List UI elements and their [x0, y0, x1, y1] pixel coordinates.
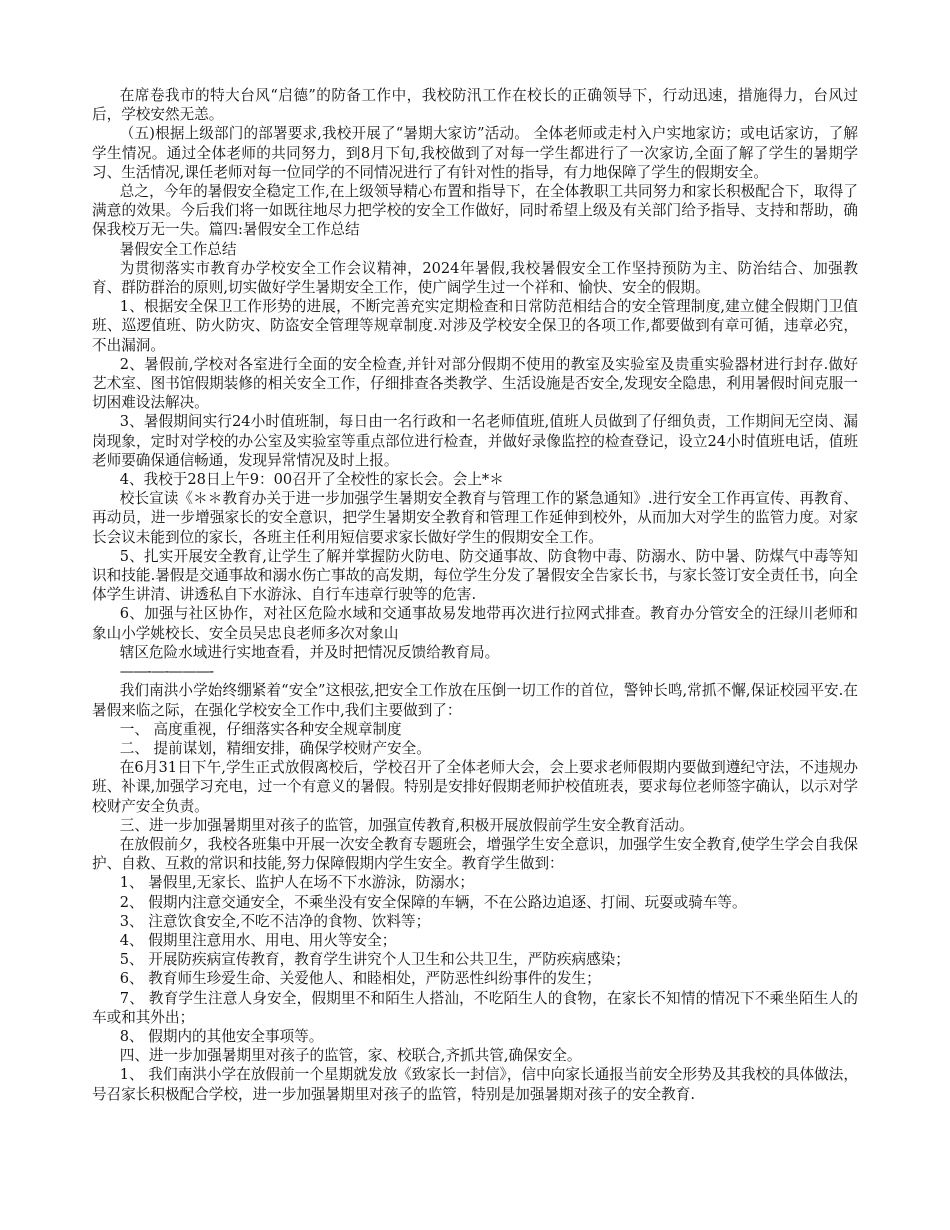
list-item-6: 6、 教育师生珍爱生命、关爱他人、和睦相处，严防恶性纠纷事件的发生； — [119, 970, 601, 988]
list-item-5: 5、 开展防疾病宣传教育，教育学生讲究个人卫生和公共卫生，严防疾病感染； — [119, 951, 630, 969]
paragraph-item-6: 6、加强与社区协作，对社区危险水域和交通事故易发地带再次进行拉网式排查。教育办分管安全的汪绿川老师和象山小学姚校长、安全员吴忠良老师多次对象山 — [92, 605, 858, 642]
list-item-4: 4、 假期里注意用水、用电、用火等安全； — [119, 931, 397, 949]
paragraph-inspection: 辖区危险水域进行实地查看，并及时把情况反馈给教育局。 — [119, 643, 500, 661]
list-item-8: 8、 假期内的其他安全事项等。 — [119, 1027, 324, 1045]
paragraph-class-meeting: 在放假前夕，我校各班集中开展一次安全教育专题班会，增强学生安全意识，加强学生安全教育,使学生学会自我保护、自救、互救的常识和技能,努力保障假期内学生安全。教育学生做到： — [92, 835, 858, 873]
heading-three: 三、进一步加强暑期里对孩子的监管，加强宣传教育,积极开展放假前学生安全教育活动。 — [119, 816, 694, 834]
paragraph-item-3: 3、暑假期间实行24小时值班制，每日由一名行政和一名老师值班,值班人员做到了仔细负责，工作期间无空岗、漏岗现象，定时对学校的办公室及实验室等重点部位进行检查，并做好录像监控的检查登记，设立24小时值班电话，值班老师要确保通信畅通，发现异常情况及时上报。 — [92, 413, 858, 469]
paragraph-nanhong-intro: 我们南洪小学始终绷紧着“安全”这根弦,把安全工作放在压倒一切工作的首位，警钟长鸣,常抓不懈,保证校园平安.在暑假来临之际，在强化学校安全工作中,我们主要做到了： — [92, 682, 858, 719]
list-item-1: 1、 暑假里,无家长、监护人在场不下水游泳，防溺水； — [119, 874, 474, 892]
section-title: 暑假安全工作总结 — [119, 240, 237, 258]
paragraph-item-2: 2、暑假前,学校对各室进行全面的安全检查,并针对部分假期不使用的教室及实验室及贵重实验器材进行封存.做好艺术室、图书馆假期装修的相关安全工作，仔细排查各类教学、生活设施是否安全,发现安全隐患，利用暑假时间克服一切困难设法解决。 — [92, 355, 858, 412]
paragraph-home-visits: （五)根据上级部门的部署要求,我校开展了“暑期大家访”活动。 全体老师或走村入户实地家访；或电话家访，了解学生情况。通过全体老师的共同努力，到8月下旬,我校做到了对每一学生都进行了一次家访,全面了解了学生的暑期学习、生活情况,课任老师对每一位同学的不同情况进行了有针对性的指导，有力地保障了学生的假期安全。 — [92, 125, 858, 181]
heading-four: 四、进一步加强暑期里对孩子的监管，家、校联合,齐抓共管,确保安全。 — [119, 1047, 582, 1065]
paragraph-item-1: 1、根据安全保卫工作形势的进展，不断完善充实定期检查和日常防范相结合的安全管理制度,建立健全假期门卫值班、巡逻值班、防火防灾、防盗安全管理等规章制度.对涉及学校安全保卫的各项工作,都要做到有章可循，违章必究，不出漏洞。 — [92, 298, 858, 354]
heading-two: 二、 提前谋划，精细安排，确保学校财产安全。 — [119, 739, 431, 757]
paragraph-item-5: 5、扎实开展安全教育,让学生了解并掌握防火防电、防交通事故、防食物中毒、防溺水、防中暑、防煤气中毒等知识和技能.暑假是交通事故和溺水伤亡事故的高发期，每位学生分发了暑假安全告家长书，与家长签订安全责任书，向全体学生讲清、讲透私自下水游泳、自行车违章行驶等的危害. — [92, 547, 858, 604]
list-item-3: 3、 注意饮食安全,不吃不洁净的食物、饮料等； — [119, 912, 431, 930]
paragraph-item-4: 4、我校于28日上午9：00召开了全校性的家长会。会上*＊ — [119, 471, 504, 489]
heading-one: 一、 高度重视，仔细落实各种安全规章制度 — [119, 720, 402, 738]
separator-line: ——-—-———- — [119, 663, 214, 681]
paragraph-summary: 总之，今年的暑假安全稳定工作,在上级领导精心布置和指导下，在全体教职工共同努力和家长积极配合下，取得了满意的效果。今后我们将一如既往地尽力把学校的安全工作做好，同时希望上级及有关部门给予指导、支持和帮助，确保我校万无一失。篇四:暑假安全工作总结 — [92, 183, 858, 239]
paragraph-parent-letter: 1、 我们南洪小学在放假前一个星期就发放《致家长一封信》，信中向家长通报当前安全形势及其我校的具体做法，号召家长积极配合学校，进一步加强暑期里对孩子的监管，特别是加强暑期对孩子的安全教育. — [92, 1066, 858, 1103]
paragraph-intro: 为贯彻落实市教育办学校安全工作会议精神，2024年暑假,我校暑假安全工作坚持预防为主、防治结合、加强教育、群防群治的原则,切实做好学生暑期安全工作，使广阔学生过一个祥和、愉快、安全的假期。 — [92, 259, 858, 297]
list-item-2: 2、 假期内注意交通安全，不乘坐没有安全保障的车辆，不在公路边追逐、打闹、玩耍或骑车等。 — [119, 893, 747, 911]
list-item-7: 7、 教育学生注意人身安全，假期里不和陌生人搭汕，不吃陌生人的食物，在家长不知情的情况下不乘坐陌生人的车或和其外出； — [92, 989, 858, 1026]
paragraph-teacher-meeting: 在6月31日下午,学生正式放假离校后，学校召开了全体老师大会，会上要求老师假期内要做到遵纪守法，不违规办班、补课,加强学习充电，过一个有意义的暑假。特别是安排好假期老师护校值班表，要求每位老师签字确认，以示对学校财产安全负责。 — [92, 759, 858, 815]
paragraph-typhoon: 在席卷我市的特大台风“启德”的防备工作中，我校防汛工作在校长的正确领导下，行动迅速，措施得力，台风过后，学校安然无恙。 — [92, 87, 858, 124]
paragraph-principal-notice: 校长宣读《＊＊教育办关于进一步加强学生暑期安全教育与管理工作的紧急通知》.进行安全工作再宣传、再教育、再动员，进一步增强家长的安全意识，把学生暑期安全教育和管理工作延伸到校外，从而加大对学生的监管力度。对家长会议未能到位的家长，各班主任利用短信要求家长做好学生的假期安全工作。 — [92, 490, 858, 546]
